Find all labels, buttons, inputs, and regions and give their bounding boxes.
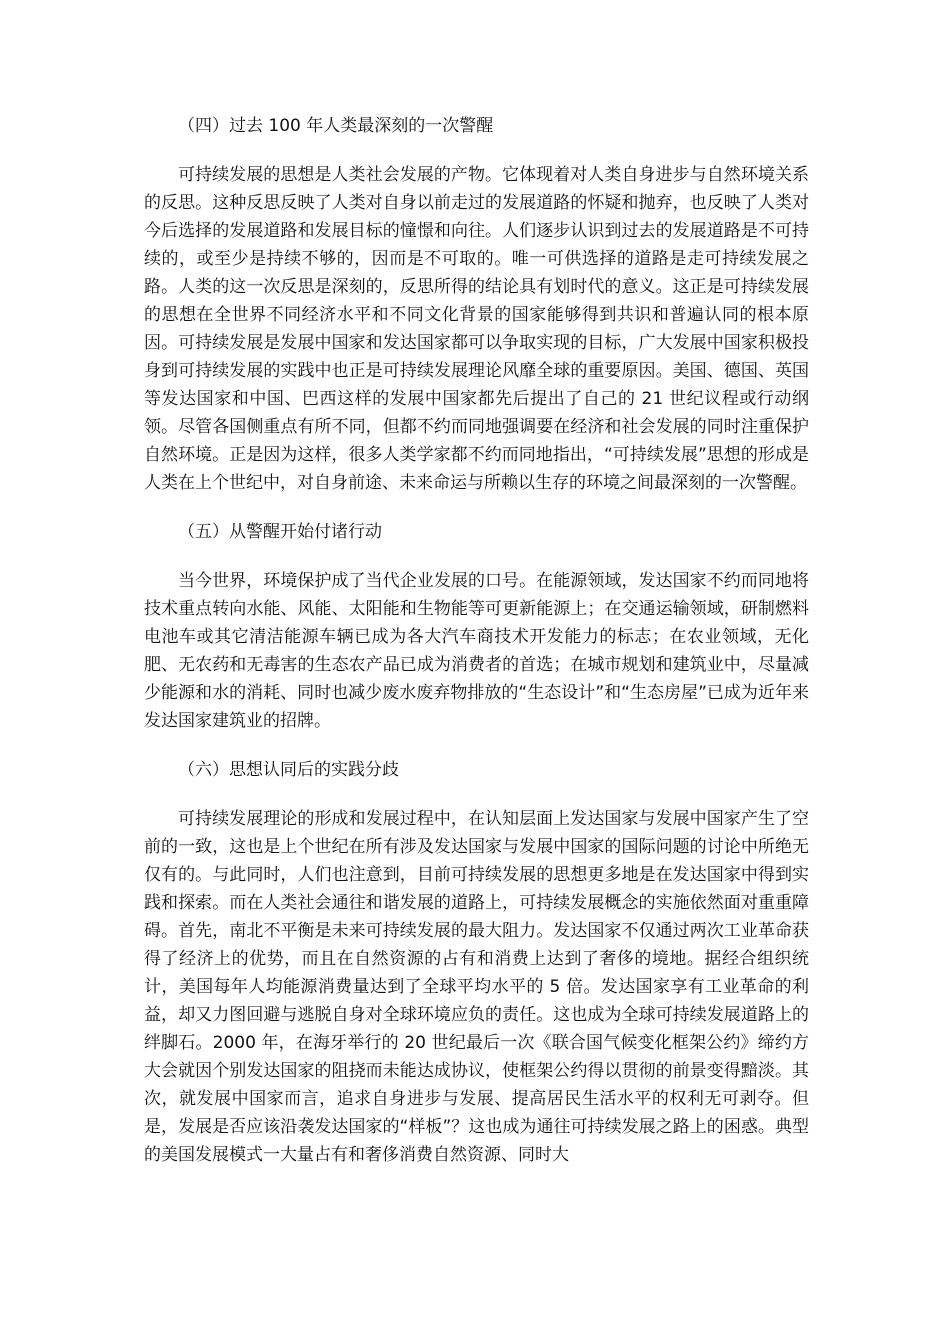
section-heading-4: （四）过去 100 年人类最深刻的一次警醒 <box>178 116 494 136</box>
spacer <box>144 497 809 518</box>
section-paragraph-4: 可持续发展的思想是人类社会发展的产物。它体现着对人类自身进步与自然环境关系的反思。这种反思反映了人类对自身以前走过的发展道路的怀疑和抛弃，也反映了人类对今后选择的发展道路和发展目标的憧憬和向往。人们逐步认识到过去的发展道路是不可持续的，或至少是持续不够的，因而是不可取的。唯一可供选择的道路是走可持续发展之路。人类的这一次反思是深刻的，反思所得的结论具有划时代的意义。这正是可持续发展的思想在全世界不同经济水平和不同文化背景的国家能够得到共识和普遍认同的根本原因。可持续发展是发展中国家和发达国家都可以争取实现的目标，广大发展中国家积极投身到可持续发展的实践中也正是可持续发展理论风靡全球的重要原因。美国、德国、英国等发达国家和中国、巴西这样的发展中国家都先后提出了自己的 21 世纪议程或行动纲领。尽管各国侧重点有所不同，但都不约而同地强调要在经济和社会发展的同时注重保护自然环境。正是因为这样，很多人类学家都不约而同地指出，“可持续发展”思想的形成是人类在上个世纪中，对自身前途、未来命运与所赖以生存的环境之间最深刻的一次警醒。 <box>144 165 809 493</box>
spacer <box>144 140 809 161</box>
section-paragraph-6: 可持续发展理论的形成和发展过程中，在认知层面上发达国家与发展中国家产生了空前的一致，这也是上个世纪在所有涉及发达国家与发展中国家的国际问题的讨论中所绝无仅有的。与此同时，人们也注意到，目前可持续发展的思想更多地是在发达国家中得到实践和探索。而在人类社会通往和谐发展的道路上，可持续发展概念的实施依然面对重重障碍。首先，南北不平衡是未来可持续发展的最大阻力。发达国家不仅通过两次工业革命获得了经济上的优势，而且在自然资源的占有和消费上达到了奢侈的境地。据经合组织统计，美国每年人均能源消费量达到了全球平均水平的 5 倍。发达国家享有工业革命的利益，却又力图回避与逃脱自身对全球环境应负的责任。这也成为全球可持续发展道路上的绊脚石。2000 年，在海牙举行的 20 世纪最后一次《联合国气候变化框架公约》缔约方大会就因个别发达国家的阻挠而未能达成协议，使框架公约得以贯彻的前景变得黯淡。其次，就发展中国家而言，追求自身进步与发展、提高居民生活水平的权利无可剥夺。但是，发展是否应该沿袭发达国家的“样板”？这也成为通往可持续发展之路上的困惑。典型的美国发展模式一大量占有和奢侈消费自然资源、同时大 <box>144 809 809 1165</box>
text-column <box>144 112 809 1169</box>
spacer <box>144 784 809 805</box>
section-heading-6: （六）思想认同后的实践分歧 <box>178 760 399 780</box>
section-heading-5: （五）从警醒开始付诸行动 <box>178 522 382 542</box>
section-paragraph-5: 当今世界，环境保护成了当代企业发展的口号。在能源领域，发达国家不约而同地将技术重点转向水能、风能、太阳能和生物能等可更新能源上；在交通运输领域，研制燃料电池车或其它清洁能源车辆已成为各大汽车商技术开发能力的标志；在农业领域，无化肥、无农药和无毒害的生态农产品已成为消费者的首选；在城市规划和建筑业中，尽量减少能源和水的消耗、同时也减少废水废弃物排放的“生态设计”和“生态房屋”已成为近年来发达国家建筑业的招牌。 <box>144 571 809 731</box>
spacer <box>144 546 809 567</box>
spacer <box>144 735 809 756</box>
